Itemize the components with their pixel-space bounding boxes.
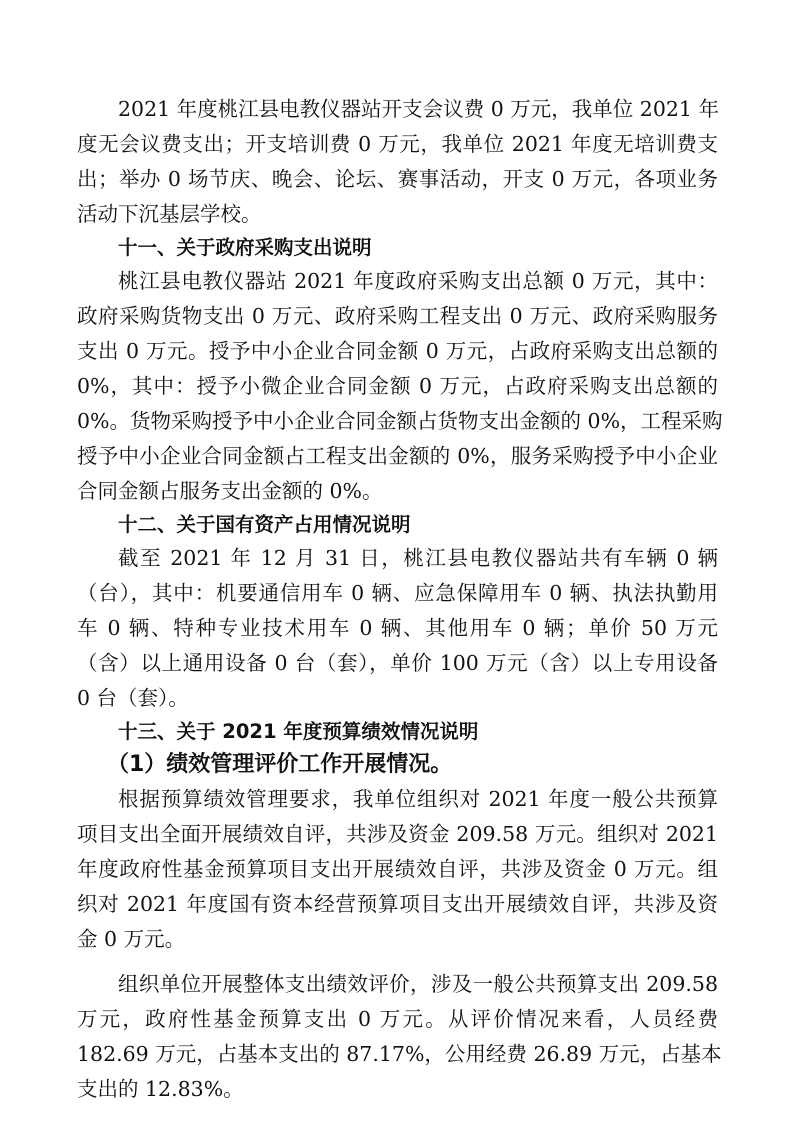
text-line: 出；举办 0 场节庆、晚会、论坛、赛事活动，开支 0 万元，各项业务: [77, 167, 718, 191]
text-line: 组织单位开展整体支出绩效评价，涉及一般公共预算支出 209.58: [118, 972, 718, 996]
text-line: 政府采购货物支出 0 万元、政府采购工程支出 0 万元、政府采购服务: [77, 304, 718, 328]
text-line: 182.69 万元，占基本支出的 87.17%，公用经费 26.89 万元，占基本: [77, 1042, 722, 1066]
section-heading: 十三、关于 2021 年度预算绩效情况说明: [118, 720, 479, 743]
subsection-heading: （1）绩效管理评价工作开展情况。: [107, 752, 453, 777]
paragraph: [77, 92, 718, 232]
text-line: 授予中小企业合同金额占工程支出金额的 0%，服务采购授予中小企业: [77, 444, 718, 468]
section-heading: 十一、关于政府采购支出说明: [118, 236, 372, 259]
text-line: 金 0 万元。: [77, 927, 186, 951]
paragraph-gap: [77, 957, 718, 967]
text-line: 支出 0 万元。授予中小企业合同金额 0 万元，占政府采购支出总额的: [77, 339, 718, 363]
text-line: 支出的 12.83%。: [77, 1077, 244, 1101]
text-line: 万元，政府性基金预算支出 0 万元。从评价情况来看，人员经费: [77, 1007, 718, 1031]
text-line: 项目支出全面开展绩效自评，共涉及资金 209.58 万元。组织对 2021: [77, 822, 718, 846]
text-line: 0%，其中：授予小微企业合同金额 0 万元，占政府采购支出总额的: [77, 374, 718, 398]
section-heading: 十二、关于国有资产占用情况说明: [118, 513, 411, 536]
text-line: 合同金额占服务支出金额的 0%。: [77, 479, 383, 503]
paragraph: [77, 264, 723, 509]
text-line: 桃江县电教仪器站 2021 年度政府采购支出总额 0 万元，其中：: [118, 269, 718, 293]
text-line: 根据预算绩效管理要求，我单位组织对 2021 年度一般公共预算: [118, 787, 718, 811]
text-line: 织对 2021 年度国有资本经营预算项目支出开展绩效自评，共涉及资: [77, 892, 718, 916]
paragraph: [77, 967, 722, 1107]
text-line: 0 台（套）。: [77, 686, 189, 710]
text-line: 活动下沉基层学校。: [77, 202, 262, 226]
text-line: （台），其中：机要通信用车 0 辆、应急保障用车 0 辆、执法执勤用: [77, 581, 718, 605]
text-line: 2021 年度桃江县电教仪器站开支会议费 0 万元，我单位 2021 年: [118, 97, 719, 121]
text-line: 年度政府性基金预算项目支出开展绩效自评，共涉及资金 0 万元。组: [77, 857, 718, 881]
document-page: [77, 92, 723, 1107]
paragraph: [77, 782, 718, 957]
text-line: 0%。货物采购授予中小企业合同金额占货物支出金额的 0%，工程采购: [77, 409, 723, 433]
paragraph: [77, 541, 718, 716]
text-line: 截至 2021 年 12 月 31 日，桃江县电教仪器站共有车辆 0 辆: [118, 546, 718, 570]
text-line: 车 0 辆、特种专业技术用车 0 辆、其他用车 0 辆；单价 50 万元: [77, 616, 718, 640]
text-line: 度无会议费支出；开支培训费 0 万元，我单位 2021 年度无培训费支: [77, 132, 718, 156]
text-line: （含）以上通用设备 0 台（套），单价 100 万元（含）以上专用设备: [77, 651, 718, 675]
